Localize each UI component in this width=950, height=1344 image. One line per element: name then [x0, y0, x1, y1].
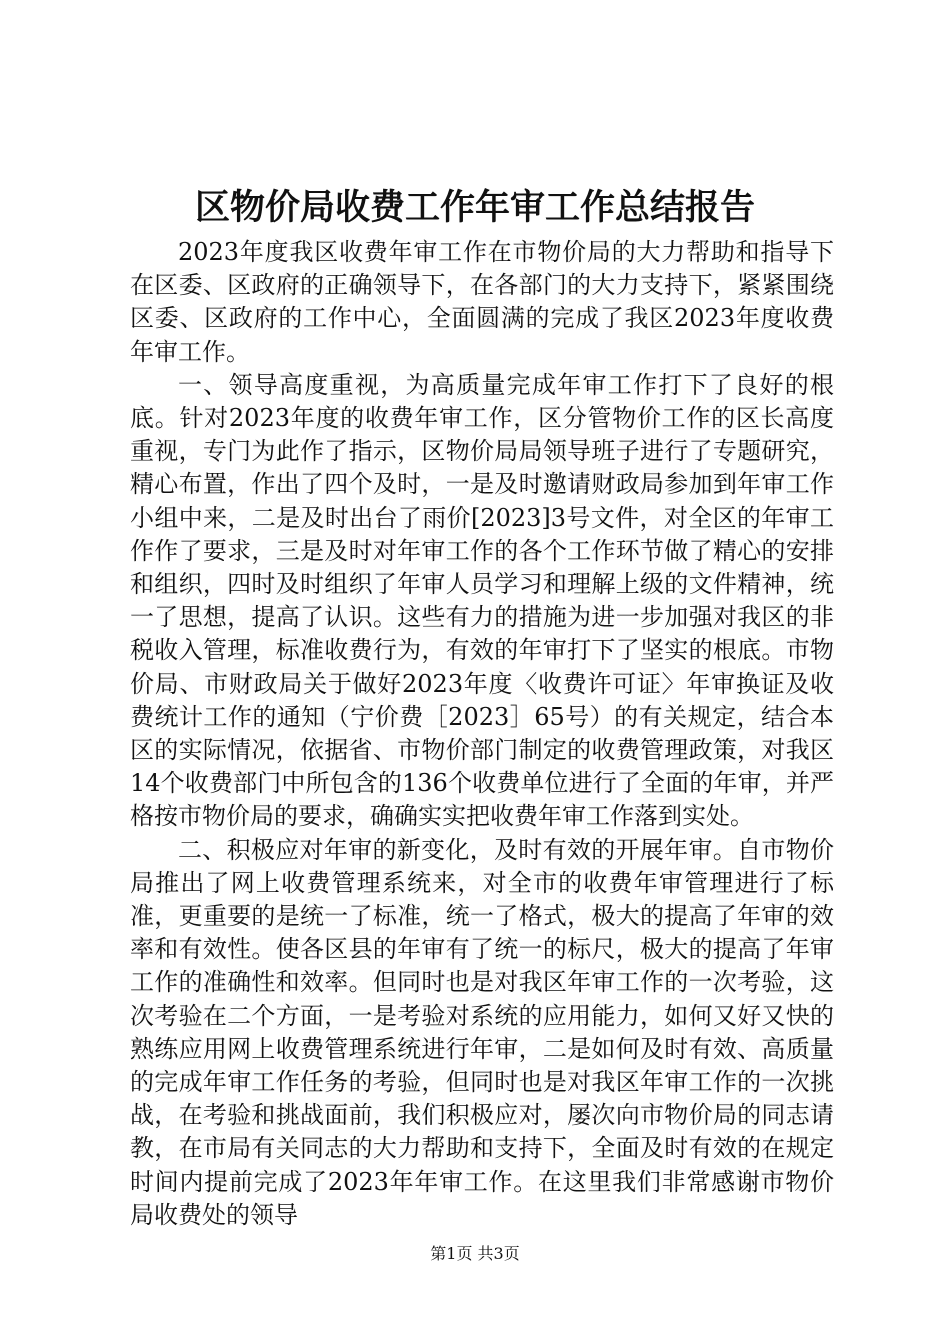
paragraph-section-2: 二、积极应对年审的新变化，及时有效的开展年审。自市物价局推出了网上收费管理系统来，对全市的收费年审管理进行了标准，更重要的是统一了标准，统一了格式，极大的提高了年审的效率和有效性。使各区县的年审有了统一的标尺，极大的提高了年审工作的准确性和效率。但同时也是对我区年审工作的一次考验，这次考验在二个方面，一是考验对系统的应用能力，如何又好又快的熟练应用网上收费管理系统进行年审，二是如何及时有效、高质量的完成年审工作任务的考验，但同时也是对我区年审工作的一次挑战，在考验和挑战面前，我们积极应对，屡次向市物价局的同志请教，在市局有关同志的大力帮助和支持下，全面及时有效的在规定时间内提前完成了2023年年审工作。在这里我们非常感谢市物价局收费处的领导	[130, 835, 834, 1229]
paragraph-section-1: 一、领导高度重视，为高质量完成年审工作打下了良好的根底。针对2023年度的收费年审工作，区分管物价工作的区长高度重视，专门为此作了指示，区物价局局领导班子进行了专题研究，精心布置，作出了四个及时，一是及时邀请财政局参加到年审工作小组中来，二是及时出台了雨价[2023]3号文件，对全区的年审工作作了要求，三是及时对年审工作的各个工作环节做了精心的安排和组织，四时及时组织了年审人员学习和理解上级的文件精神，统一了思想，提高了认识。这些有力的措施为进一步加强对我区的非税收入管理，标准收费行为，有效的年审打下了坚实的根底。市物价局、市财政局关于做好2023年度〈收费许可证〉年审换证及收费统计工作的通知（宁价费［2023］65号）的有关规定，结合本区的实际情况，依据省、市物价部门制定的收费管理政策，对我区14个收费部门中所包含的136个收费单位进行了全面的年审，并严格按市物价局的要求，确确实实把收费年审工作落到实处。	[130, 370, 834, 831]
paragraph-intro: 2023年度我区收费年审工作在市物价局的大力帮助和指导下在区委、区政府的正确领导下，在各部门的大力支持下，紧紧围绕区委、区政府的工作中心，全面圆满的完成了我区2023年度收费年审工作。	[130, 238, 834, 366]
document-body	[130, 236, 834, 1232]
document-title: 区物价局收费工作年审工作总结报告	[194, 187, 755, 228]
page-number-footer: 第1页 共3页	[430, 1244, 520, 1263]
